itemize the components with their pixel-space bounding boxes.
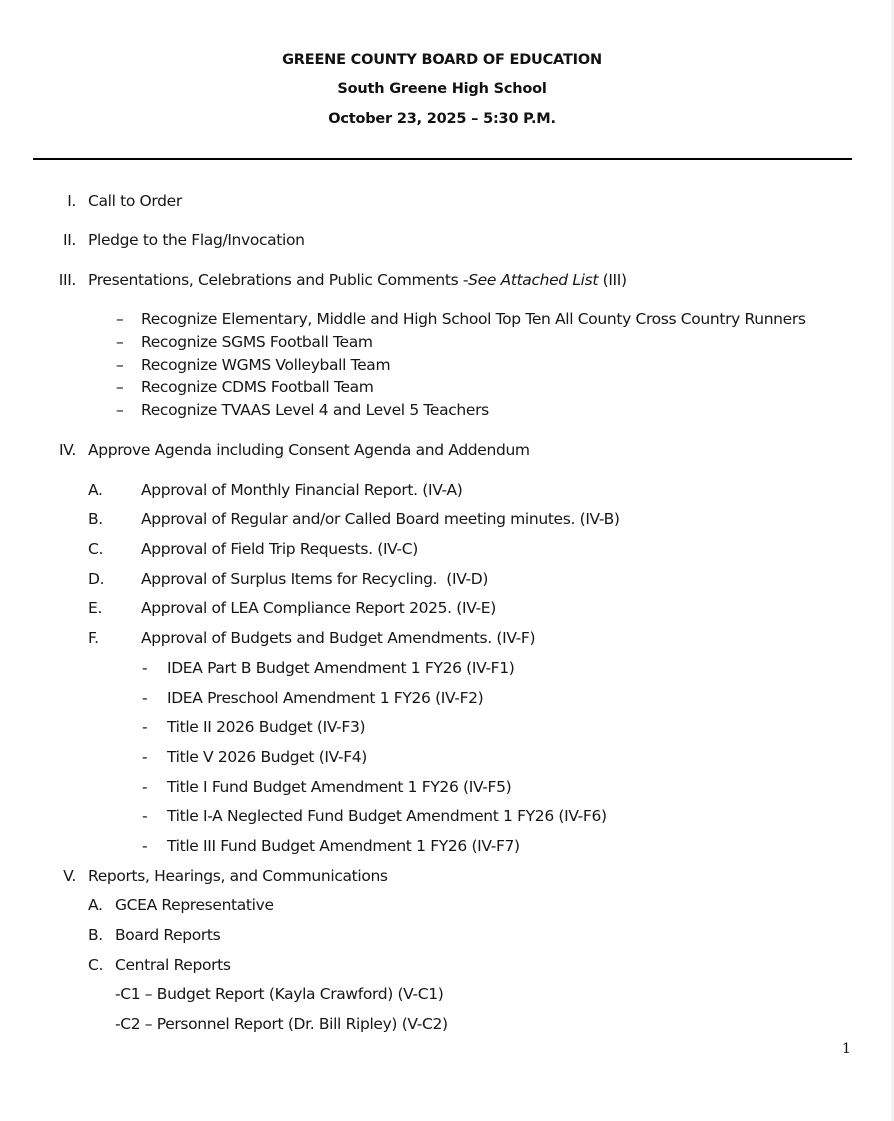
bullet: - xyxy=(142,748,148,766)
item-text xyxy=(88,270,627,290)
bullet: - xyxy=(142,659,148,677)
central-report-text: -C1 – Budget Report (Kayla Crawford) (V-C1) xyxy=(115,985,444,1003)
budget-text: IDEA Preschool Amendment 1 FY26 (IV-F2) xyxy=(167,689,484,707)
item-letter: E. xyxy=(88,599,103,617)
bullet: - xyxy=(142,807,148,825)
item-letter: A. xyxy=(88,896,103,914)
item-letter: C. xyxy=(88,540,104,558)
header-datetime: October 23, 2025 – 5:30 P.M. xyxy=(328,111,556,127)
consent-text: Approval of LEA Compliance Report 2025. (IV-E) xyxy=(141,599,496,617)
budget-text: Title I Fund Budget Amendment 1 FY26 (IV-F5) xyxy=(167,778,512,796)
budget-text: IDEA Part B Budget Amendment 1 FY26 (IV-F1) xyxy=(167,659,515,677)
recognition-text: Recognize CDMS Football Team xyxy=(141,378,374,396)
bullet: - xyxy=(142,689,148,707)
page-number: 1 xyxy=(842,1041,851,1057)
item-text: Call to Order xyxy=(88,192,182,210)
budget-text: Title V 2026 Budget (IV-F4) xyxy=(167,748,368,766)
attached-list-note: See Attached List xyxy=(468,271,599,289)
item-number: III. xyxy=(58,271,76,289)
item-number: IV. xyxy=(58,441,76,459)
recognition-text: Recognize WGMS Volleyball Team xyxy=(141,356,391,374)
budget-text: Title I-A Neglected Fund Budget Amendment 1 FY26 (IV-F6) xyxy=(167,807,607,825)
consent-text: Approval of Monthly Financial Report. (IV-A) xyxy=(141,481,463,499)
item-text: Approve Agenda including Consent Agenda and Addendum xyxy=(88,441,530,459)
recognition-text: Recognize Elementary, Middle and High School Top Ten All County Cross Country Runners xyxy=(141,310,806,328)
item-ref: (III) xyxy=(598,271,627,289)
recognition-text: Recognize TVAAS Level 4 and Level 5 Teachers xyxy=(141,401,489,419)
bullet: – xyxy=(116,310,124,328)
bullet: – xyxy=(116,333,124,351)
bullet: - xyxy=(142,837,148,855)
bullet: – xyxy=(116,378,124,396)
central-report-text: -C2 – Personnel Report (Dr. Bill Ripley) (V-C2) xyxy=(115,1015,448,1033)
consent-text: Approval of Field Trip Requests. (IV-C) xyxy=(141,540,418,558)
consent-text: Approval of Surplus Items for Recycling. (IV-D) xyxy=(141,570,489,588)
item-number: II. xyxy=(62,231,76,249)
budget-text: Title II 2026 Budget (IV-F3) xyxy=(167,718,366,736)
bullet: – xyxy=(116,356,124,374)
budget-text: Title III Fund Budget Amendment 1 FY26 (IV-F7) xyxy=(167,837,520,855)
item-number: I. xyxy=(67,192,76,210)
item-letter: B. xyxy=(88,510,103,528)
bullet: - xyxy=(142,778,148,796)
report-text: Board Reports xyxy=(115,926,221,944)
bullet: – xyxy=(116,401,124,419)
header-divider xyxy=(33,158,852,160)
report-text: GCEA Representative xyxy=(115,896,274,914)
header-location: South Greene High School xyxy=(337,81,547,97)
consent-text: Approval of Budgets and Budget Amendments. (IV-F) xyxy=(141,629,536,647)
item-letter: C. xyxy=(88,956,104,974)
item-letter: A. xyxy=(88,481,103,499)
bullet: - xyxy=(142,718,148,736)
item-letter: F. xyxy=(88,629,99,647)
recognition-text: Recognize SGMS Football Team xyxy=(141,333,373,351)
consent-text: Approval of Regular and/or Called Board meeting minutes. (IV-B) xyxy=(141,510,620,528)
item-letter: B. xyxy=(88,926,103,944)
item-letter: D. xyxy=(88,570,105,588)
item-text: Reports, Hearings, and Communications xyxy=(88,867,388,885)
item-number: V. xyxy=(63,867,76,885)
item-text: Pledge to the Flag/Invocation xyxy=(88,231,305,249)
report-text: Central Reports xyxy=(115,956,231,974)
header-org: GREENE COUNTY BOARD OF EDUCATION xyxy=(282,52,602,68)
item-text-main: Presentations, Celebrations and Public Comments - xyxy=(88,271,469,289)
